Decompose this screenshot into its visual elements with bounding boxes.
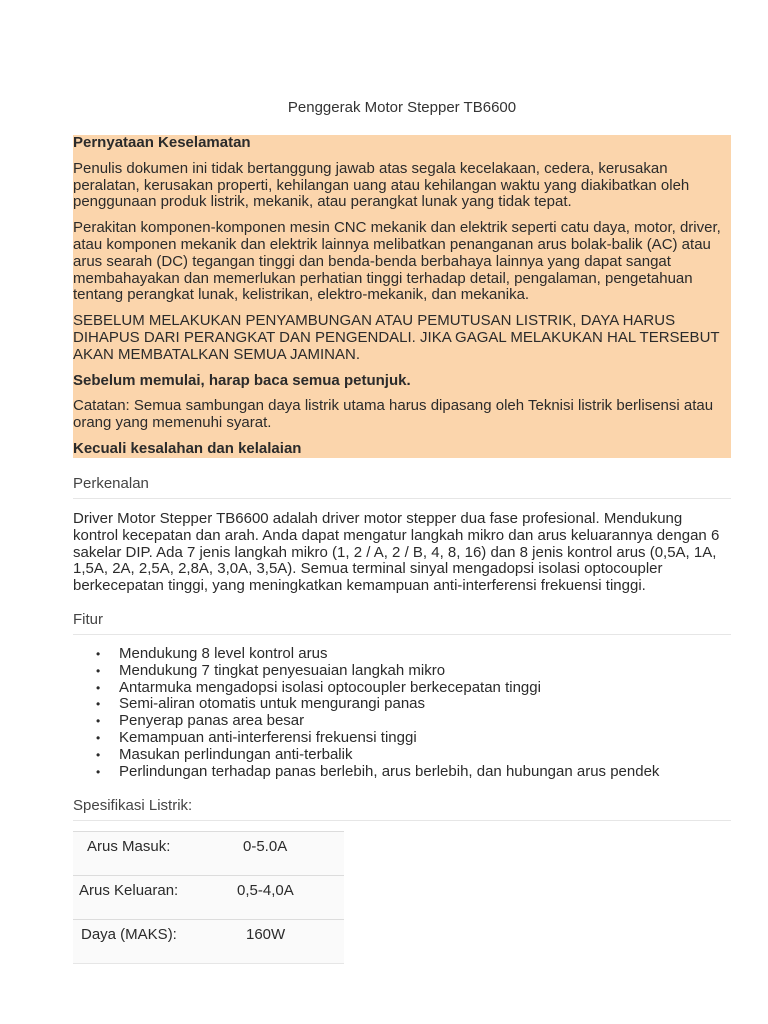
safety-note-paragraph: Catatan: Semua sambungan daya listrik utama harus dipasang oleh Teknisi listrik berlisensi atau orang yang memenuhi syarat. — [73, 397, 714, 432]
list-item: • Antarmuka mengadopsi isolasi optocoupler berkecepatan tinggi — [96, 678, 541, 696]
bullet-icon: • — [96, 714, 101, 729]
list-item: • Mendukung 7 tingkat penyesuaian langkah mikro — [96, 661, 446, 679]
table-row — [73, 832, 344, 876]
features-list — [73, 646, 731, 780]
safety-heading: Pernyataan Keselamatan — [73, 134, 251, 151]
table-row — [73, 920, 344, 964]
specs-table — [73, 831, 344, 964]
bullet-icon: • — [96, 697, 101, 712]
spec-value: 160W — [223, 920, 344, 964]
section-intro-heading: Perkenalan — [73, 475, 731, 499]
safety-footer: Kecuali kesalahan dan kelalaian — [73, 439, 302, 457]
page-title: Penggerak Motor Stepper TB6600 — [287, 99, 517, 116]
safety-statement-box — [73, 135, 731, 458]
list-item: • Mendukung 8 level kontrol arus — [96, 645, 328, 662]
list-item: • Semi-aliran otomatis untuk mengurangi panas — [96, 695, 425, 713]
bullet-icon: • — [96, 663, 101, 678]
bullet-icon: • — [96, 747, 101, 762]
section-specs-heading: Spesifikasi Listrik: — [73, 797, 731, 821]
list-item: • Kemampuan anti-interferensi frekuensi tinggi — [96, 728, 417, 746]
spec-key: Arus Masuk: — [73, 832, 223, 876]
spec-key: Daya (MAKS): — [73, 920, 223, 964]
list-item: • Perlindungan terhadap panas berlebih, arus berlebih, dan hubungan arus pendek — [96, 762, 660, 780]
bullet-icon: • — [96, 730, 101, 745]
list-item: • Penyerap panas area besar — [96, 712, 305, 730]
spec-value: 0-5.0A — [223, 832, 344, 876]
safety-warning-paragraph: SEBELUM MELAKUKAN PENYAMBUNGAN ATAU PEMUTUSAN LISTRIK, DAYA HARUS DIHAPUS DARI PERANGKAT DAN PENGENDALI. JIKA GAGAL MELAKUKAN HAL TERSEBUT AKAN MEMBATALKAN SEMUA JAMINAN. — [73, 312, 720, 363]
safety-paragraph-2: Perakitan komponen-komponen mesin CNC mekanik dan elektrik seperti catu daya, motor, driver, atau komponen mekanik dan elektrik lainnya melibatkan penanganan arus bolak-balik (AC) atau arus searah (DC) tegangan tinggi dan benda-benda berbahaya lainnya yang dapat sangat membahayakan dan memerlukan perhatian tinggi terhadap detail, pengalaman, pengetahuan tentang perangkat lunak, kelistrikan, elektro-mekanik, dan mekanika. — [73, 219, 721, 304]
bullet-icon: • — [96, 647, 101, 661]
section-features-heading: Fitur — [73, 611, 731, 635]
safety-paragraph-1: Penulis dokumen ini tidak bertanggung jawab atas segala kecelakaan, cedera, kerusakan peralatan, kerusakan properti, kehilangan uang atau kehilangan waktu yang diakibatkan oleh penggunaan produk listrik, mekanik, atau perangkat lunak yang tidak tepat. — [73, 159, 690, 211]
bullet-icon: • — [96, 680, 101, 695]
table-row — [73, 876, 344, 920]
spec-key: Arus Keluaran: — [73, 876, 223, 920]
bullet-icon: • — [96, 764, 101, 779]
list-item: • Masukan perlindungan anti-terbalik — [96, 745, 353, 763]
spec-value: 0,5-4,0A — [223, 876, 344, 920]
safety-read-instructions: Sebelum memulai, harap baca semua petunjuk. — [73, 371, 411, 389]
intro-paragraph: Driver Motor Stepper TB6600 adalah driver motor stepper dua fase profesional. Mendukung kontrol kecepatan dan arah. Anda dapat mengatur langkah mikro dan arus keluarannya dengan 6 sakelar DIP. Ada 7 jenis langkah mikro (1, 2 / A, 2 / B, 4, 8, 16) dan 8 jenis kontrol arus (0,5A, 1A, 1,5A, 2A, 2,5A, 2,8A, 3,0A, 3,5A). Semua terminal sinyal mengadopsi isolasi optocoupler berkecepatan tinggi, yang meningkatkan kemampuan anti-interferensi frekuensi tinggi. — [73, 510, 720, 595]
